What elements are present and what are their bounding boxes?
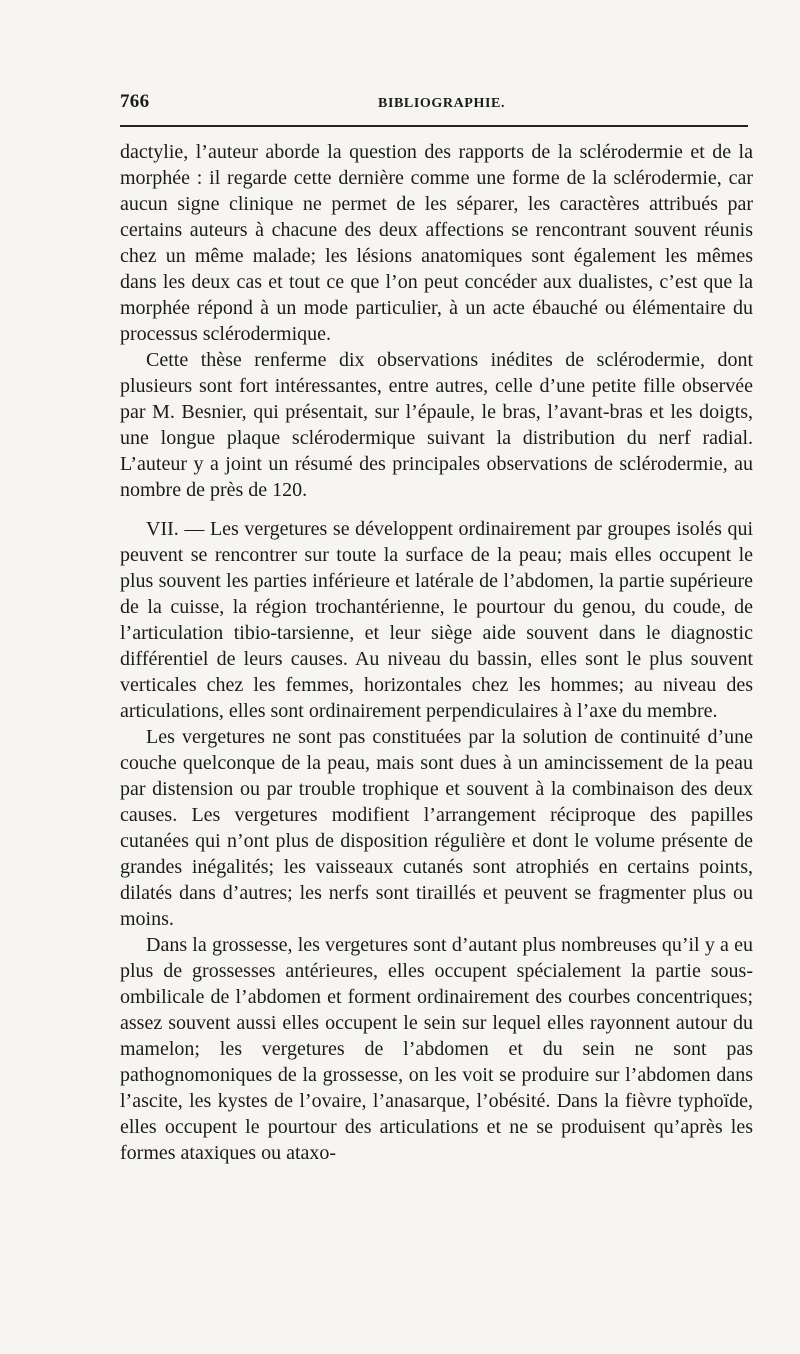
running-title: BIBLIOGRAPHIE. — [378, 96, 506, 111]
body-text — [120, 139, 753, 1166]
paragraph-grossesse: Dans la grossesse, les vergetures sont d’autant plus nombreuses qu’il y a eu plus de grossesses antérieures, elles occupent spécialement la partie sous-ombilicale de l’abdomen et forment ordinairement des courbes concentriques; assez souvent aussi elles occupent le sein sur lequel elles rayonnent autour du mamelon; les vergetures de l’abdomen et du sein ne sont pas pathognomoniques de la grossesse, on les voit se produire sur l’abdomen dans l’ascite, les kystes de l’ovaire, l’anasarque, l’obésité. Dans la fièvre typhoïde, elles occupent le pourtour des articulations et ne se produisent qu’après les formes ataxiques ou ataxo- — [120, 934, 753, 1164]
paragraph-thesis-observations: Cette thèse renferme dix observations inédites de sclérodermie, dont plusieurs sont fort intéressantes, entre autres, celle d’une petite fille observée par M. Besnier, qui présentait, sur l’épaule, le bras, l’avant-bras et les doigts, une longue plaque sclérodermique suivant la distribution du nerf radial. L’auteur y a joint un résumé des principales observations de sclérodermie, au nombre de près de 120. — [120, 349, 753, 501]
page-number: 766 — [120, 91, 150, 112]
header-rule — [120, 125, 748, 127]
page-header — [120, 91, 748, 115]
paragraph-vergetures-structure: Les vergetures ne sont pas constituées par la solution de continuité d’une couche quelconque de la peau, mais sont dues à un amincissement de la peau par distension ou par trouble trophique et souvent à la combinaison des deux causes. Les vergetures modifient l’arrangement réciproque des papilles cutanées qui n’ont plus de disposition régulière et dont le volume présente de grandes inégalités; les vaisseaux cutanés sont atrophiés en certains points, dilatés dans d’autres; les nerfs sont tiraillés et peuvent se fragmenter plus ou moins. — [120, 726, 753, 930]
paragraph-section-vii: VII. — Les vergetures se développent ordinairement par groupes isolés qui peuvent se rencontrer sur toute la surface de la peau; mais elles occupent le plus souvent les parties inférieure et latérale de l’abdomen, la partie supérieure de la cuisse, la région trochantérienne, le pourtour du genou, du coude, de l’articulation tibio-tarsienne, et leur siège aide souvent dans le diagnostic différentiel de leurs causes. Au niveau du bassin, elles sont le plus souvent verticales chez les femmes, horizontales chez les hommes; au niveau des articulations, elles sont ordinairement perpendiculaires à l’axe du membre. — [120, 518, 753, 722]
paragraph-continuation: dactylie, l’auteur aborde la question des rapports de la sclérodermie et de la morphée : il regarde cette dernière comme une forme de la sclérodermie, car aucun signe clinique ne permet de les séparer, les caractères attribués par certains auteurs à chacune des deux affections se rencontrant souvent réunis chez un même malade; les lésions anatomiques sont également les mêmes dans les deux cas et tout ce que l’on peut concéder aux dualistes, c’est que la morphée répond à un mode particulier, à un acte ébauché ou élémentaire du processus sclérodermique. — [120, 141, 753, 345]
